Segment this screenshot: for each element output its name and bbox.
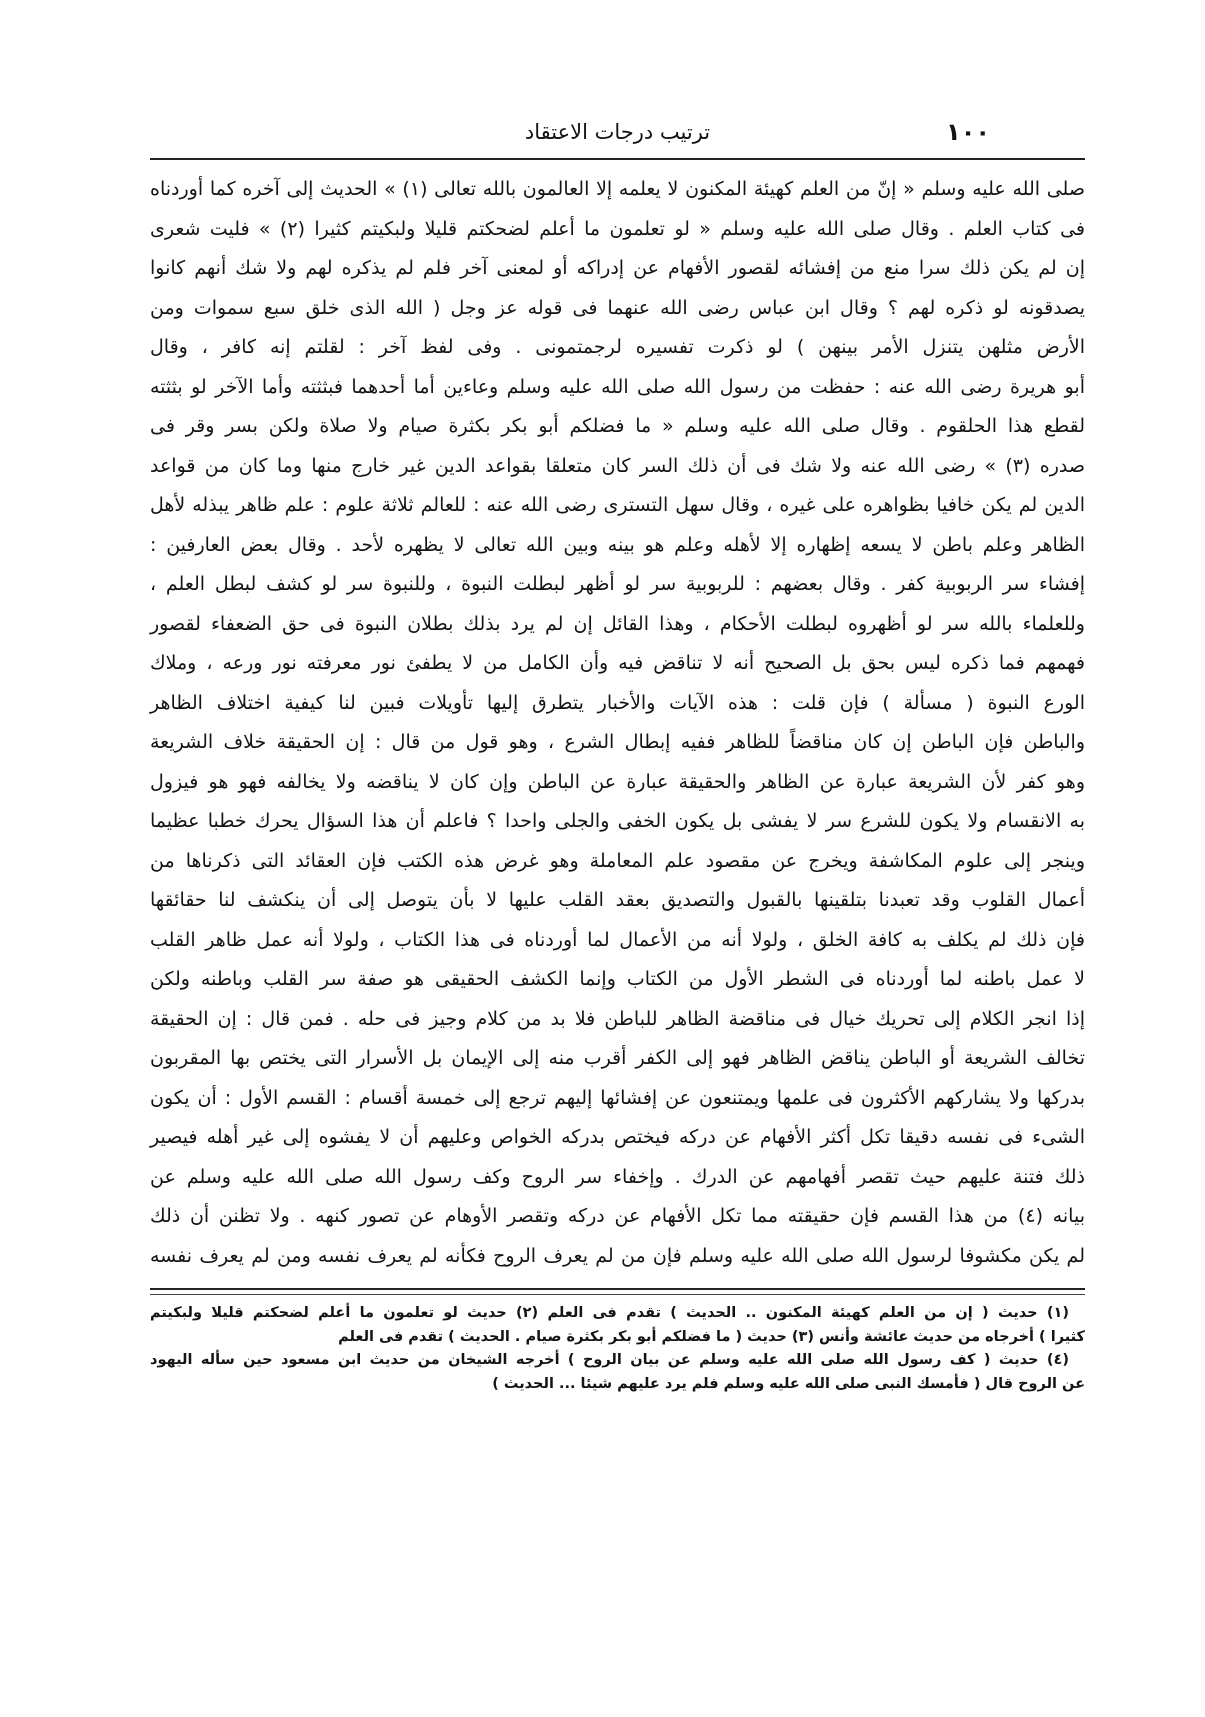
text-line: فهمهم فما ذكره ليس بحق بل الصحيح أنه لا تناقض فيه وأن الكامل من لا يطفئ نور معرفته نور ورعه ، وملاك [150, 652, 1085, 674]
text-line: بيانه (٤) من هذا القسم فإن حقيقته مما تكل الأفهام عن دركه وتقصر الأوهام عن تصور كنهه . ولا تظنن أن ذلك [150, 1205, 1085, 1227]
text-line: بدركها ولا يشاركهم الأكثرون فى علمها ويمتنعون عن إفشائها إليهم ترجع إلى خمسة أقسام : القسم الأول : أن يكون [150, 1086, 1085, 1109]
page-header [150, 118, 1085, 154]
text-line: صلى الله عليه وسلم « إنّ من العلم كهيئة المكنون لا يعلمه إلا العالمون بالله تعالى (١) » الحديث إلى آخره كما أوردناه [150, 178, 1085, 200]
text-line: لم يكن مكشوفا لرسول الله صلى الله عليه وسلم فإن من لم يعرف الروح فكأنه لم يعرف نفسه ومن لم يعرف نفسه [150, 1244, 1085, 1267]
page-number: ١٠٠ [946, 118, 990, 146]
text-line: أعمال القلوب وقد تعبدنا بتلقينها بالقبول والتصديق بعقد القلب عليها لا بأن يتوصل إلى أن ينكشف لنا حقائقها [150, 889, 1085, 911]
header-rule [150, 158, 1085, 160]
text-line: الشىء فى نفسه دقيقا تكل أكثر الأفهام عن دركه فيختص بدركه الخواص وعليهم أن لا يفشوه إلى غير أهله فيصير [150, 1126, 1085, 1148]
text-line: وينجر إلى علوم المكاشفة ويخرج عن مقصود علم المعاملة وهو غرض هذه الكتب فإن العقائد التى ذكرناها من [150, 849, 1085, 872]
text-line: إفشاء سر الربوبية كفر . وقال بعضهم : للربوبية سر لو أظهر لبطلت النبوة ، وللنبوة سر لو كشف لبطل العلم ، [150, 573, 1085, 595]
text-line: إذا انجر الكلام إلى تحريك خيال فى مناقضة الظاهر للباطن فلا بد من كلام وجيز فى حله . فمن قال : إن الحقيقة [150, 1007, 1085, 1030]
text-line: فى كتاب العلم . وقال صلى الله عليه وسلم « لو تعلمون ما أعلم لضحكتم قليلا ولبكيتم كثيرا (٢) » فليت شعرى [150, 217, 1086, 240]
footnote-line: (٤) حديث ( كف رسول الله صلى الله عليه وسلم عن بيان الروح ) أخرجه الشيخان من حديث ابن مسعود حين سأله اليهود [150, 1352, 1069, 1368]
text-line: الورع النبوة ( مسألة ) فإن قلت : هذه الآيات والأخبار يتطرق إليها تأويلات فبين لنا كيفية اختلاف الظاهر [150, 691, 1085, 714]
footnote-line: (١) حديث ( إن من العلم كهيئة المكنون .. الحديث ) تقدم فى العلم (٢) حديث لو تعلمون ما أعلم لضحكتم قليلا ولبكيتم [150, 1305, 1070, 1321]
text-line: أبو هريرة رضى الله عنه : حفظت من رسول الله صلى الله عليه وسلم وعاءين أما أحدهما فبثثته وأما الآخر لو بثثته [150, 375, 1085, 398]
footnotes [150, 1302, 1085, 1396]
text-line: الدين لم يكن خافيا بظواهره على غيره ، وقال سهل التسترى رضى الله عنه : للعالم ثلاثة علوم : علم ظاهر يبذله لأهل [150, 494, 1085, 516]
text-line: يصدقونه لو ذكره لهم ؟ وقال ابن عباس رضى الله عنهما فى قوله عز وجل ( الله الذى خلق سبع سموات ومن [150, 296, 1085, 319]
text-line: لا عمل باطنه لما أوردناه فى الشطر الأول من الكتاب وإنما الكشف الحقيقى هو صفة سر القلب وباطنه ولكن [150, 968, 1085, 990]
text-line: ذلك فتنة عليهم حيث تقصر أفهامهم عن الدرك . وإخفاء سر الروح وكف رسول الله صلى الله عليه وسلم عن [150, 1165, 1085, 1188]
text-line: وللعلماء بالله سر لو أظهروه لبطلت الأحكام ، وهذا القائل إن لم يرد بذلك بطلان النبوة فى حق الضعفاء لقصور [150, 612, 1085, 635]
text-line: تخالف الشريعة أو الباطن يناقض الظاهر فهو إلى الكفر أقرب منه إلى الإيمان بل الأسرار التى يختص بها المقربون [150, 1047, 1085, 1069]
text-line: صدره (٣) » رضى الله عنه ولا شك فى أن ذلك السر كان متعلقا بقواعد الدين غير خارج منها وما كان من قواعد [150, 454, 1085, 477]
footnote-rule [150, 1288, 1085, 1295]
text-line: والباطن فإن الباطن إن كان مناقضاً للظاهر ففيه إبطال الشرع ، وهو قول من قال : إن الحقيقة خلاف الشريعة [150, 731, 1085, 753]
text-line: الظاهر وعلم باطن لا يسعه إظهاره إلا لأهله وعلم هو بينه وبين الله تعالى لا يظهره لأحد . وقال بعض العارفين : [150, 533, 1085, 556]
text-line: لقطع هذا الحلقوم . وقال صلى الله عليه وسلم « ما فضلكم أبو بكر بكثرة صيام ولا صلاة ولكن بسر وقر فى [150, 415, 1085, 437]
text-line: الأرض مثلهن يتنزل الأمر بينهن ) لو ذكرت تفسيره لرجمتمونى . وفى لفظ آخر : لقلتم إنه كافر ، وقال [150, 336, 1085, 358]
text-line: به الانقسام ولا يكون للشرع سر لا يفشى بل يكون الخفى والجلى واحدا ؟ فاعلم أن هذا السؤال يحرك خطبا عظيما [150, 810, 1085, 832]
text-line: إن لم يكن ذلك سرا منع من إفشائه لقصور الأفهام عن إدراكه أو لمعنى آخر فلم لم يذكره لهم ولا شك أنهم كانوا [150, 257, 1085, 279]
running-title: ترتيب درجات الاعتقاد [524, 120, 711, 144]
footnote-line: كثيرا ) أخرجاه من حديث عائشة وأنس (٣) حديث ( ما فضلكم أبو بكر بكثرة صيام . الحديث ) تقدم فى العلم [338, 1328, 1085, 1345]
footnote-line: عن الروح قال ( فأمسك النبى صلى الله عليه وسلم فلم يرد عليهم شيئا ... الحديث ) [492, 1375, 1085, 1392]
text-line: فإن ذلك لم يكلف به كافة الخلق ، ولولا أنه من الأعمال لما أوردناه فى هذا الكتاب ، ولولا أنه عمل ظاهر القلب [150, 928, 1085, 951]
body-text [150, 170, 1085, 1276]
text-line: وهو كفر لأن الشريعة عبارة عن الظاهر والحقيقة عبارة عن الباطن وإن كان لا يناقضه ولا يخالفه فهو هو فيزول [150, 770, 1085, 793]
